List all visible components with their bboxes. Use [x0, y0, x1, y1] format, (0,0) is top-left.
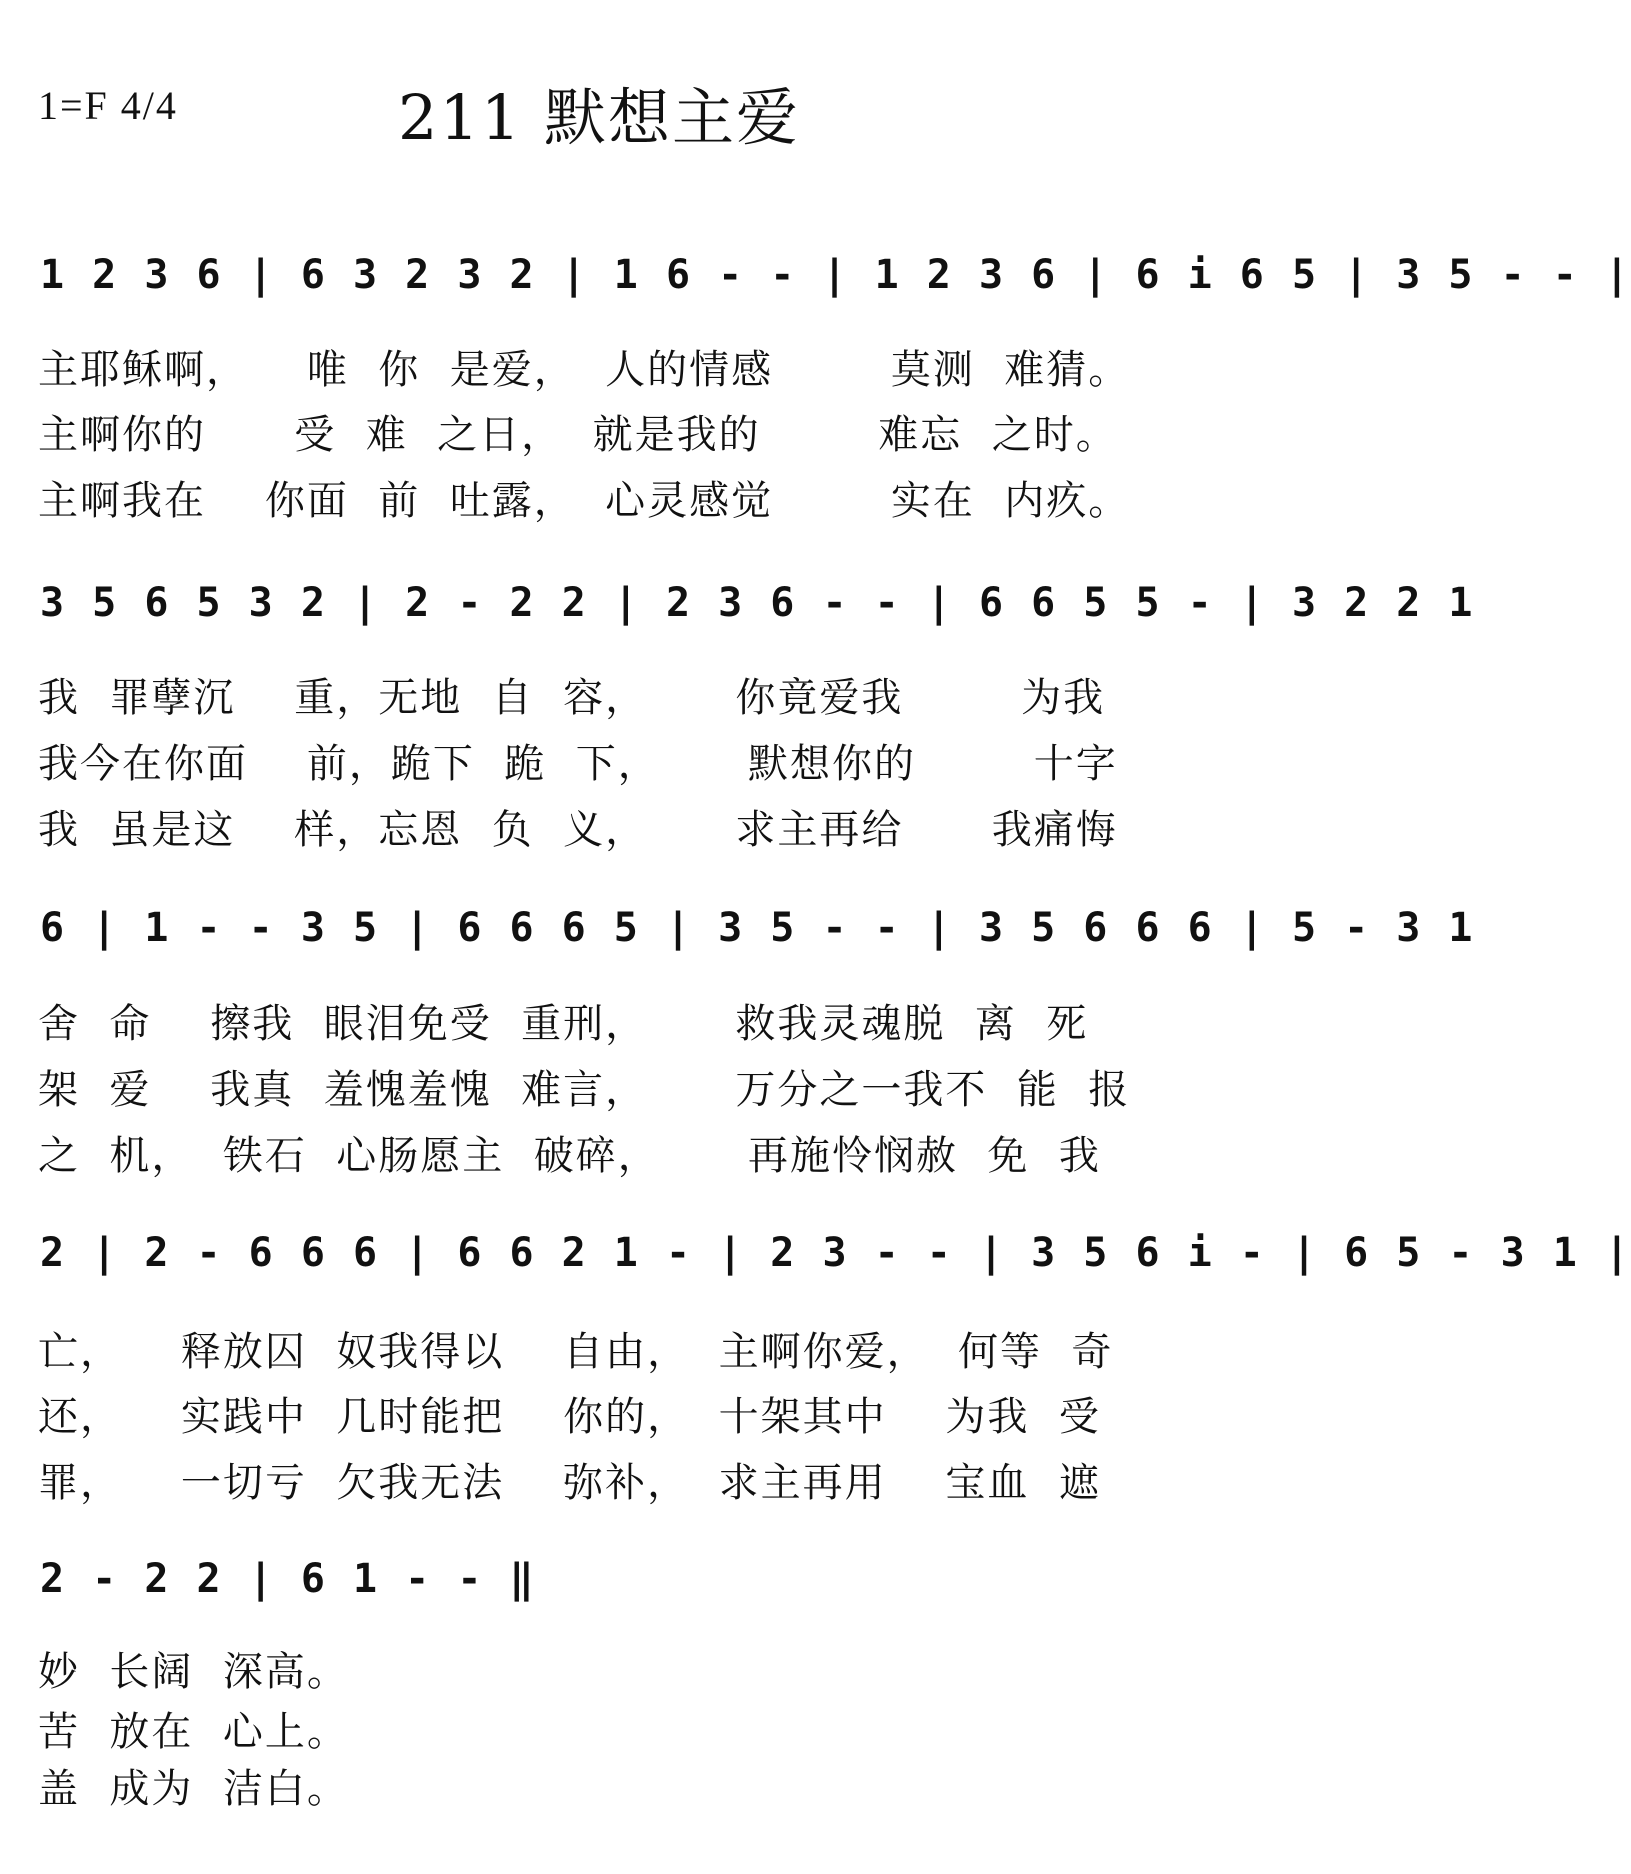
lyric-line-3-2: 架 爱 我真 羞愧羞愧 难言， 万分之一我不 能 报 [38, 1067, 1131, 1113]
lyric-line-5-2: 苦 放在 心上。 [38, 1709, 349, 1755]
notation-line-5: 2 - 2 2 | 6 1 - - ‖ [40, 1556, 536, 1602]
notation-line-3: 6 | 1 - - 3 5 | 6 6 6 5 | 3 5 - - | 3 5 6 6 6 | 5 - 3 1 [40, 905, 1475, 951]
lyric-line-1-2: 主啊你的 受 难 之日， 就是我的 难忘 之时。 [38, 412, 1118, 458]
notation-line-4: 2 | 2 - 6 6 6 | 6 6 2 1 - | 2 3 - - | 3 5 6 i - | 6 5 - 3 1 | [40, 1230, 1631, 1276]
lyric-line-1-1: 主耶稣啊， 唯 你 是爱， 人的情感 莫测 难猜。 [38, 347, 1131, 393]
lyric-line-4-2: 还， 实践中 几时能把 你的， 十架其中 为我 受 [38, 1394, 1101, 1440]
lyric-line-5-1: 妙 长阔 深高。 [38, 1649, 349, 1695]
song-title: 211 默想主爱 [398, 81, 801, 154]
lyric-line-2-3: 我 虽是这 样，忘恩 负 义， 求主再给 我痛悔 [38, 807, 1118, 853]
lyric-line-2-1: 我 罪孽沉 重，无地 自 容， 你竟爱我 为我 [38, 675, 1106, 721]
key-signature: 1=F 4/4 [38, 83, 178, 128]
lyric-line-5-3: 盖 成为 洁白。 [38, 1766, 349, 1812]
lyric-line-1-3: 主啊我在 你面 前 吐露， 心灵感觉 实在 内疚。 [38, 478, 1131, 524]
notation-line-1: 1 2 3 6 | 6 3 2 3 2 | 1 6 - - | 1 2 3 6 | 6 i 6 5 | 3 5 - - | [40, 252, 1631, 298]
lyric-line-4-3: 罪， 一切亏 欠我无法 弥补， 求主再用 宝血 遮 [38, 1460, 1101, 1506]
lyric-line-2-2: 我今在你面 前，跪下 跪 下， 默想你的 十字 [38, 741, 1118, 787]
lyric-line-3-3: 之 机， 铁石 心肠愿主 破碎， 再施怜悯赦 免 我 [38, 1133, 1101, 1179]
lyric-line-4-1: 亡， 释放囚 奴我得以 自由， 主啊你爱， 何等 奇 [38, 1329, 1114, 1375]
notation-line-2: 3 5 6 5 3 2 | 2 - 2 2 | 2 3 6 - - | 6 6 5 5 - | 3 2 2 1 [40, 580, 1475, 626]
lyric-line-3-1: 舍 命 擦我 眼泪免受 重刑， 救我灵魂脱 离 死 [38, 1001, 1089, 1047]
